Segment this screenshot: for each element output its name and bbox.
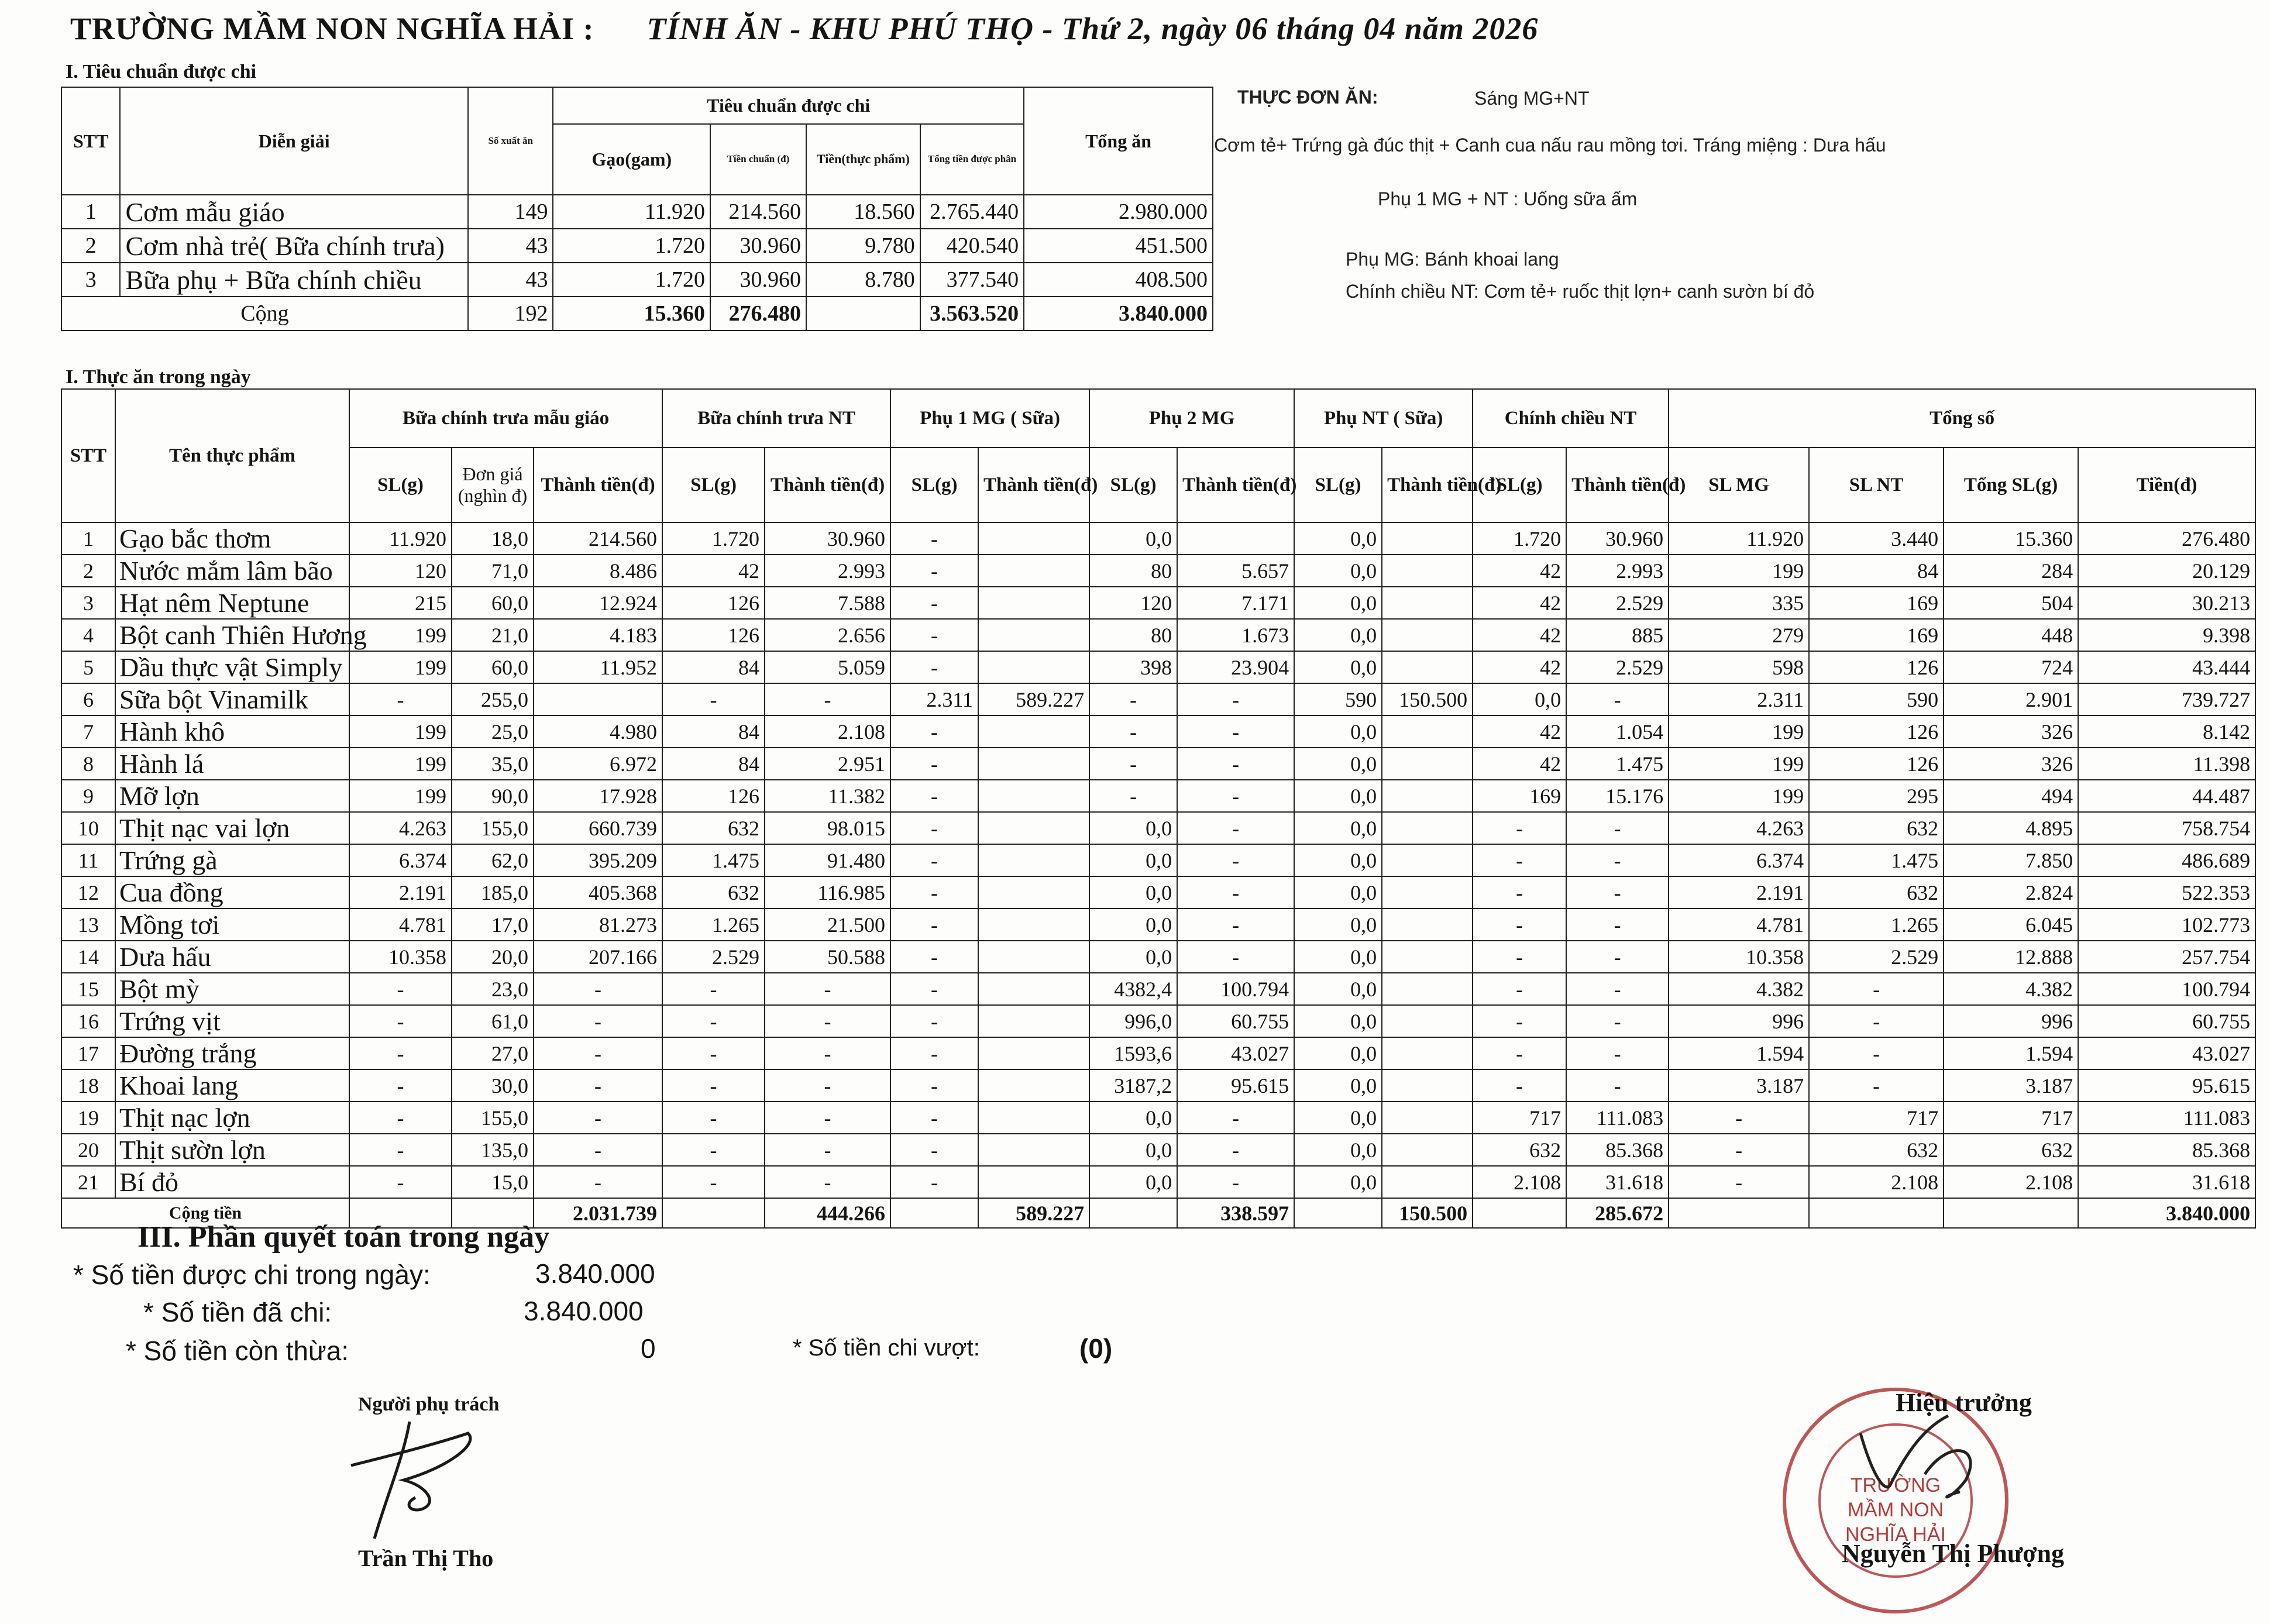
table-row: 15 Bột mỳ - 23,0 - - - - 4382,4 100.794 0,0 - - 4.382 - 4.382 100.794: [61, 973, 2255, 1005]
group-bua-nt: Bữa chính trưa NT: [662, 389, 890, 448]
table-row: 21 Bí đỏ - 15,0 - - - - 0,0 - 0,0 2.108 31.618 - 2.108 2.108 31.618: [61, 1166, 2255, 1198]
table-row: 2 Cơm nhà trẻ( Bữa chính trưa) 43 1.720 30.960 9.780 420.540 451.500: [61, 229, 1213, 263]
section3-heading: III. Phần quyết toán trong ngày: [137, 1220, 550, 1254]
table-row: 12 Cua đồng 2.191 185,0 405.368 632 116.985 - 0,0 - 0,0 - - 2.191 632 2.824 522.353: [61, 876, 2255, 909]
chi-vuot-label: * Số tiền chi vượt:: [793, 1335, 980, 1361]
food-rows: [61, 522, 2255, 1198]
group-chieu: Chính chiều NT: [1473, 389, 1669, 448]
food-name: Trứng gà: [115, 844, 349, 876]
food-name: Bột canh Thiên Hương: [115, 619, 349, 651]
food-name: Gạo bắc thơm: [115, 522, 349, 555]
table-row: 5 Dầu thực vật Simply 199 60,0 11.952 84 5.059 - 398 23.904 0,0 42 2.529 598 126 724 43.444: [61, 651, 2255, 683]
total-row: Cộng 192 15.360 276.480 3.563.520 3.840.000: [61, 297, 1213, 331]
food-name: Bí đỏ: [115, 1166, 349, 1198]
food-name: Hành lá: [115, 748, 349, 780]
food-name: Mỡ lợn: [115, 780, 349, 812]
group-phunt: Phụ NT ( Sữa): [1294, 389, 1473, 448]
menu-subtitle: Sáng MG+NT: [1474, 88, 1590, 109]
group-phu2: Phụ 2 MG: [1089, 389, 1294, 448]
table-row: 18 Khoai lang - 30,0 - - - - 3187,2 95.615 0,0 - - 3.187 - 3.187 95.615: [61, 1069, 2255, 1102]
food-name: Trứng vịt: [115, 1005, 349, 1037]
standard-table: [61, 87, 1213, 331]
table-row: 3 Bữa phụ + Bữa chính chiều 43 1.720 30.960 8.780 377.540 408.500: [61, 263, 1213, 297]
table-row: 3 Hạt nêm Neptune 215 60,0 12.924 126 7.588 - 120 7.171 0,0 42 2.529 335 169 504 30.213: [61, 587, 2255, 619]
page-title: [70, 11, 1538, 47]
table-row: 20 Thịt sườn lợn - 135,0 - - - - 0,0 - 0,0 632 85.368 - 632 632 85.368: [61, 1134, 2255, 1166]
chi-vuot-value: (0): [1079, 1333, 1113, 1364]
con-thua-label: * Số tiền còn thừa:: [126, 1336, 349, 1366]
col-stt: STT: [61, 87, 120, 195]
table-row: 14 Dưa hấu 10.358 20,0 207.166 2.529 50.588 - 0,0 - 0,0 - - 10.358 2.529 12.888 257.754: [61, 941, 2255, 973]
food-name: Thịt nạc vai lợn: [115, 812, 349, 844]
da-chi-value: 3.840.000: [524, 1296, 644, 1326]
da-chi-label: * Số tiền đã chi:: [143, 1297, 332, 1327]
food-name: Thịt nạc lợn: [115, 1102, 349, 1134]
col-tien-thuc-pham: Tiền(thực phẩm): [806, 124, 920, 195]
table-row: 9 Mỡ lợn 199 90,0 17.928 126 11.382 - - - 0,0 169 15.176 199 295 494 44.487: [61, 780, 2255, 812]
svg-text:NGHĨA HẢI: NGHĨA HẢI: [1845, 1523, 1946, 1546]
table-row: 8 Hành lá 199 35,0 6.972 84 2.951 - - - 0,0 42 1.475 199 126 326 11.398: [61, 748, 2255, 780]
table-row: 19 Thịt nạc lợn - 155,0 - - - - 0,0 - 0,0 717 111.083 - 717 717 111.083: [61, 1102, 2255, 1134]
food-name: Nước mắm lâm bão: [115, 555, 349, 587]
school-name: TRƯỜNG MẦM NON NGHĨA HẢI :: [70, 11, 594, 46]
duoc-chi-value: 3.840.000: [535, 1258, 655, 1289]
table-row: 10 Thịt nạc vai lợn 4.263 155,0 660.739 632 98.015 - 0,0 - 0,0 - - 4.263 632 4.895 758.754: [61, 812, 2255, 844]
report-title: TÍNH ĂN - KHU PHÚ THỌ - Thứ 2, ngày 06 tháng 04 năm 2026: [646, 11, 1539, 46]
svg-text:TRƯỜNG: TRƯỜNG: [1850, 1474, 1941, 1496]
menu-line-4: Chính chiều NT: Cơm tẻ+ ruốc thịt lợn+ canh sườn bí đỏ: [1346, 281, 1815, 302]
menu-line-1: Cơm tẻ+ Trứng gà đúc thịt + Canh cua nấu rau mồng tơi. Tráng miệng : Dưa hấu: [1214, 135, 1886, 156]
table-row: 16 Trứng vịt - 61,0 - - - - 996,0 60.755 0,0 - - 996 - 996 60.755: [61, 1005, 2255, 1037]
table-row: 7 Hành khô 199 25,0 4.980 84 2.108 - - - 0,0 42 1.054 199 126 326 8.142: [61, 715, 2255, 748]
table-row: 6 Sữa bột Vinamilk - 255,0 - - 2.311 589.227 - - 590 150.500 0,0 - 2.311 590 2.901 739.727: [61, 683, 2255, 715]
col-stt: STT: [61, 389, 115, 522]
col-tong-tien-phan: Tổng tiền được phân: [920, 124, 1024, 195]
food-name: Dầu thực vật Simply: [115, 651, 349, 683]
left-signer-name: Trần Thị Tho: [358, 1545, 494, 1571]
duoc-chi-label: * Số tiền được chi trong ngày:: [73, 1260, 431, 1290]
right-signer-title: Hiệu trưởng: [1896, 1388, 2032, 1417]
col-ten-thuc-pham: Tên thực phẩm: [115, 389, 349, 522]
group-bua-mg: Bữa chính trưa mẫu giáo: [349, 389, 662, 448]
table-row: 13 Mồng tơi 4.781 17,0 81.273 1.265 21.500 - 0,0 - 0,0 - - 4.781 1.265 6.045 102.773: [61, 909, 2255, 941]
col-tien-chuan: Tiền chuẩn (đ): [710, 124, 806, 195]
table-row: 11 Trứng gà 6.374 62,0 395.209 1.475 91.480 - 0,0 - 0,0 - - 6.374 1.475 7.850 486.689: [61, 844, 2255, 876]
menu-line-2: Phụ 1 MG + NT : Uống sữa ấm: [1378, 188, 1638, 209]
food-name: Thịt sườn lợn: [115, 1134, 349, 1166]
total-row: Cộng tiền 2.031.739 444.266 589.227 338.597 150.500 285.672 3.840.000: [61, 1198, 2255, 1228]
svg-text:MẦM NON: MẦM NON: [1847, 1499, 1944, 1521]
group-phu1: Phụ 1 MG ( Sữa): [890, 389, 1089, 448]
con-thua-value: 0: [641, 1333, 656, 1364]
col-dien-giai: Diễn giải: [120, 87, 468, 195]
left-signature: [339, 1410, 515, 1550]
section1-heading: I. Tiêu chuẩn được chi: [66, 61, 257, 82]
right-signer-name: Nguyễn Thị Phượng: [1842, 1539, 2065, 1568]
col-gao: Gạo(gam): [553, 124, 710, 195]
col-so-xuat-an: Số xuất ăn: [468, 87, 553, 195]
menu-label: THỰC ĐƠN ĂN:: [1237, 87, 1378, 108]
col-tieu-chuan: Tiêu chuẩn được chi: [553, 87, 1024, 124]
left-signer-title: Người phụ trách: [358, 1394, 500, 1415]
food-name: Dưa hấu: [115, 941, 349, 973]
table-row: 1 Gạo bắc thơm 11.920 18,0 214.560 1.720 30.960 - 0,0 0,0 1.720 30.960 11.920 3.440 15.360 276.480: [61, 522, 2255, 555]
table-row: 4 Bột canh Thiên Hương 199 21,0 4.183 126 2.656 - 80 1.673 0,0 42 885 279 169 448 9.398: [61, 619, 2255, 651]
table-row: 17 Đường trắng - 27,0 - - - - 1593,6 43.027 0,0 - - 1.594 - 1.594 43.027: [61, 1037, 2255, 1069]
table-row: 2 Nước mắm lâm bão 120 71,0 8.486 42 2.993 - 80 5.657 0,0 42 2.993 199 84 284 20.129: [61, 555, 2255, 587]
food-table: STT Tên thực phẩm Bữa chính trưa mẫu giáo Bữa chính trưa NT Phụ 1 MG ( Sữa) Phụ 2 MG Phụ NT ( Sữa) Chính chiều NT Tổng số SL(g) Đơn giá (nghìn đ) Thành tiền(đ) SL(g) Thành tiền(đ) SL(g) Thành tiền(đ) SL(g) Thành tiền(đ) SL(g) Thành tiền(đ) SL(g) Thành tiền(đ) SL MG SL NT Tổng SL(g) Tiền(đ) 1 Gạo bắc thơm 11.920 18,0 214.560 1.720 30.960 - 0,0 0,0 1.720 30.960 11.920 3.440 15.360 276.480 2 Nước mắm lâm bão 120 71,0 8.486 42 2.993 - 80 5.657 0,0 42 2.993 199 84 284 20.129 3 Hạt nêm Neptune 215 60,0 12.924 126 7.588 - 120 7.171 0,0 42 2.529 335 169 504 30.213 4 Bột canh Thiên Hương 199 21,0 4.183 126 2.656 - 80 1.673 0,0 42 885 279 169 448 9.398 5 Dầu thực vật Simply 199 60,0 11.952 84 5.059 - 398 23.904 0,0 42 2.529 598 126 724 43.444 6 Sữa bột Vinamilk - 255,0 - - 2.311 589.227 - - 590 150.500 0,0 - 2.311 590 2.901 739.727 7 Hành khô 199 25,0 4.980 84 2.108 - - - 0,0 42 1.054 199 126 326 8.142 8 Hành lá 199 35,0 6.972 84 2.951 - - - 0,0 42 1.475 199 126 326 11.398 9 Mỡ lợn 199 90,0 17.928 126 11.382 - - - 0,0 169 15.176 199 295 494 44.487 10 Thịt nạc vai lợn 4.263 155,0 660.739 632 98.015 - 0,0 - 0,0 - - 4.263 632 4.895 758.754 11 Trứng gà 6.374 62,0 395.209 1.475 91.480 - 0,0 - 0,0 - - 6.374 1.475 7.850 486.689 12 Cua đồng 2.191 185,0 405.368 632 116.985 - 0,0 - 0,0 - - 2.191 632 2.824 522.353 13 Mồng tơi 4.781 17,0 81.273 1.265 21.500 - 0,0 - 0,0 - - 4.781 1.265 6.045 102.773 14 Dưa hấu 10.358 20,0 207.166 2.529 50.588 - 0,0 - 0,0 - - 10.358 2.529 12.888 257.754 15 Bột mỳ - 23,0 - - - - 4382,4 100.794 0,0 - - 4.382 - 4.382 100.794 16 Trứng vịt - 61,0 - - - - 996,0 60.755 0,0 - - 996 - 996 60.755 17 Đường trắng - 27,0 - - - - 1593,6 43.027 0,0 - - 1.594 - 1.594 43.027 18 Khoai lang - 30,0 - - - - 3187,2 95.615 0,0 - - 3.187 - 3.187 95.615 19 Thịt nạc lợn - 155,0 - - - - 0,0 - 0,0 717 111.083 - 717 717 111.083 20 Thịt sườn lợn - 135,0 - - - - 0,0 - 0,0 632 85.368 - 632 632 85.368 21 Bí đỏ - 15,0 - - - - 0,0 - 0,0 2.108 31.618 - 2.108 2.108 31.618 Cộng tiền 2.031.739 444.266 589.227 338.597 150.500 285.672 3.840.000: [61, 388, 2256, 1229]
food-name: Cua đồng: [115, 876, 349, 909]
food-name: Hạt nêm Neptune: [115, 587, 349, 619]
food-name: Mồng tơi: [115, 909, 349, 941]
menu-line-3: Phụ MG: Bánh khoai lang: [1346, 249, 1559, 270]
group-tong: Tổng số: [1669, 389, 2255, 448]
food-name: Sữa bột Vinamilk: [115, 683, 349, 715]
table-row: 1 Cơm mẫu giáo 149 11.920 214.560 18.560 2.765.440 2.980.000: [61, 195, 1213, 229]
food-name: Đường trắng: [115, 1037, 349, 1069]
section2-heading: I. Thực ăn trong ngày: [66, 366, 251, 388]
food-name: Bột mỳ: [115, 973, 349, 1005]
col-tong-an: Tổng ăn: [1024, 87, 1213, 195]
food-name: Khoai lang: [115, 1069, 349, 1102]
food-name: Hành khô: [115, 715, 349, 748]
